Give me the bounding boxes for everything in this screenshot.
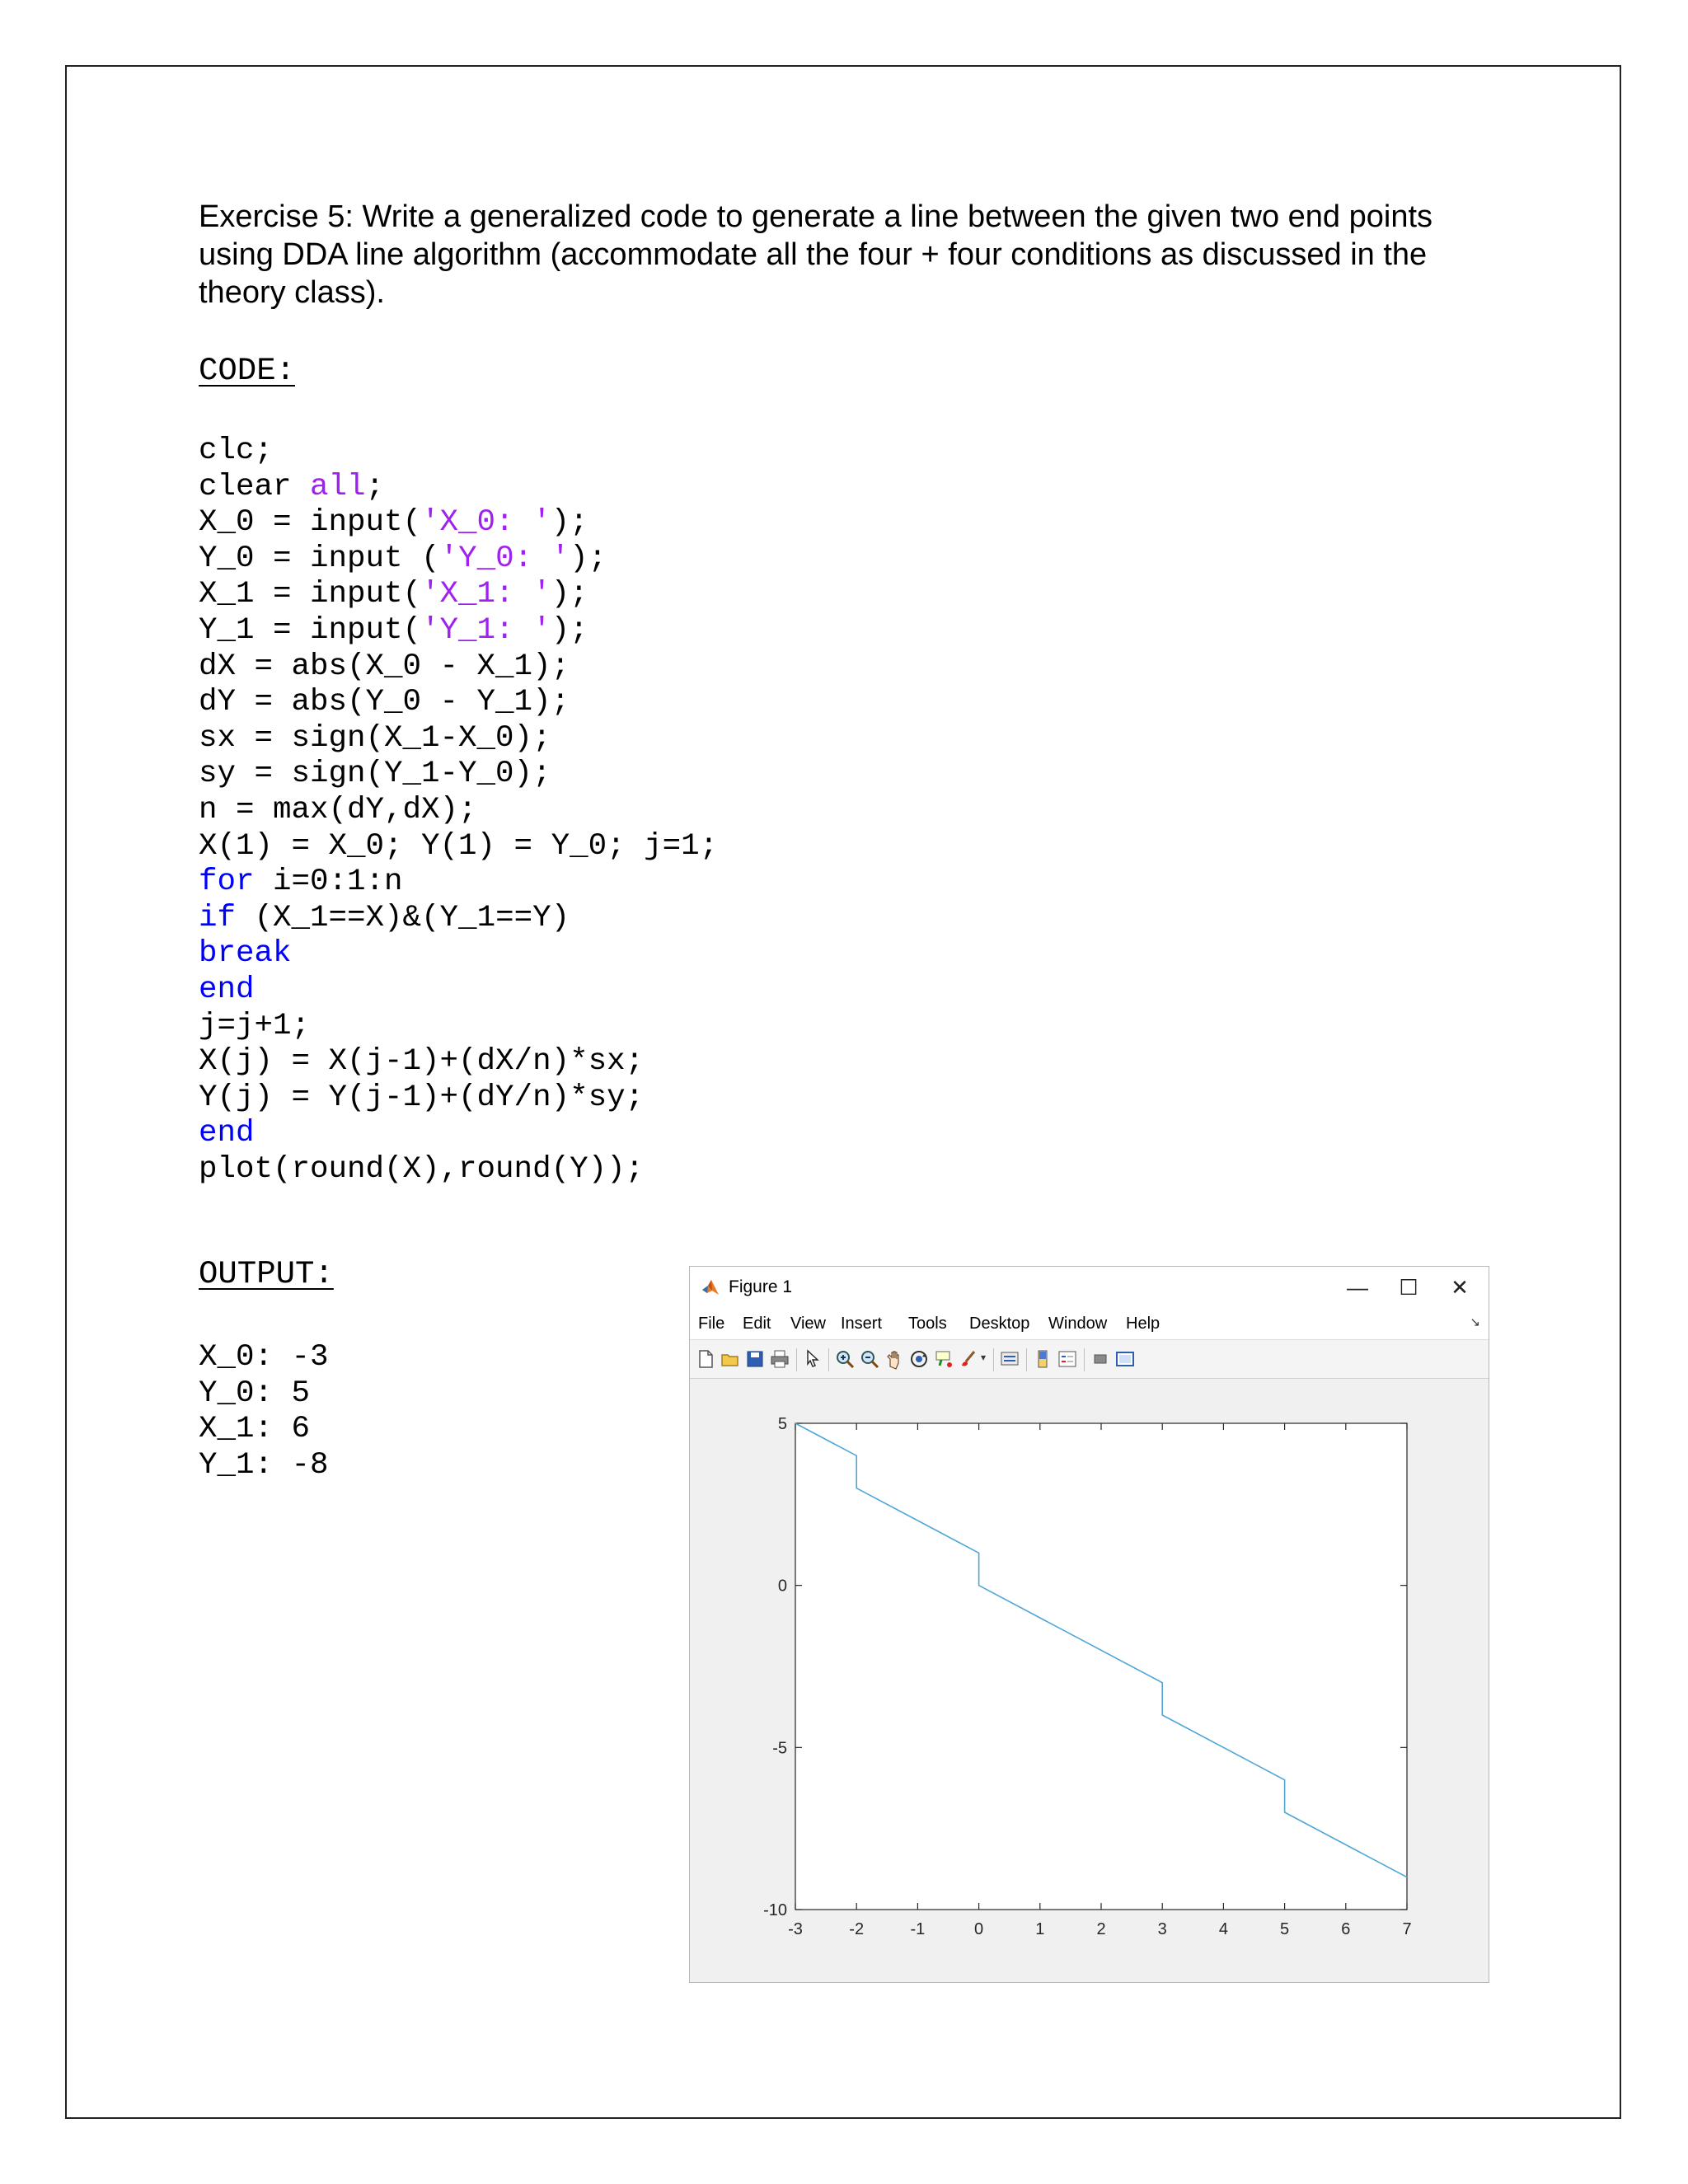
code-line xyxy=(199,685,718,721)
code-token: j=j+1; xyxy=(199,1008,311,1043)
open-file-icon[interactable] xyxy=(720,1348,741,1370)
x-tick-label: 5 xyxy=(1280,1920,1290,1938)
code-line xyxy=(199,1009,718,1045)
hide-plot-tools-icon[interactable] xyxy=(1090,1348,1111,1370)
y-tick-label: 0 xyxy=(777,1577,787,1596)
code-token: clc; xyxy=(199,434,274,468)
code-line xyxy=(199,757,718,793)
code-token: Y(j) = Y(j-1)+(dY/n)*sy; xyxy=(199,1080,645,1115)
code-line xyxy=(199,829,718,865)
code-token: Y_1 = input( xyxy=(199,612,422,648)
rotate-3d-icon[interactable] xyxy=(908,1348,930,1370)
dock-arrow-icon[interactable]: ↘ xyxy=(1470,1315,1480,1329)
menu-window[interactable]: Window xyxy=(1048,1315,1108,1333)
code-line xyxy=(199,577,718,613)
code-token: sy = sign(Y_1-Y_0); xyxy=(199,757,551,792)
y-tick-label: 5 xyxy=(777,1415,787,1433)
code-token: (X_1==X)&(Y_1==Y) xyxy=(236,900,570,935)
output-line: Y_1: -8 xyxy=(199,1447,329,1483)
code-token: break xyxy=(199,936,292,972)
output-heading: OUTPUT: xyxy=(199,1256,334,1292)
toolbar-separator xyxy=(1084,1348,1085,1371)
menu-view[interactable]: View xyxy=(790,1315,826,1333)
save-icon[interactable] xyxy=(744,1348,766,1370)
menu-desktop[interactable]: Desktop xyxy=(969,1315,1030,1333)
exercise-prompt: Exercise 5: Write a generalized code to generate a line between the given two end points using DDA line algorithm (accommodate all the four + four conditions as discussed in the theory class). xyxy=(199,199,1433,310)
code-line xyxy=(199,972,718,1009)
output-line: X_1: 6 xyxy=(199,1412,311,1447)
y-tick-label: -5 xyxy=(772,1739,787,1758)
code-line xyxy=(199,649,718,686)
toolbar-separator xyxy=(1026,1348,1027,1371)
code-token: 'Y_0: ' xyxy=(439,541,570,576)
code-line xyxy=(199,793,718,829)
code-line xyxy=(199,936,718,972)
code-token: ; xyxy=(365,469,385,504)
brush-dropdown-icon[interactable]: ▾ xyxy=(981,1352,987,1363)
code-block xyxy=(199,434,718,1188)
matlab-figure-window xyxy=(689,1266,1489,1983)
menu-help[interactable]: Help xyxy=(1126,1315,1160,1333)
code-token: ); xyxy=(551,505,588,541)
zoom-out-icon[interactable] xyxy=(859,1348,880,1370)
code-token: Y_0 = input ( xyxy=(199,541,440,576)
code-token: end xyxy=(199,1116,255,1151)
matlab-logo-icon xyxy=(701,1278,720,1296)
x-tick-label: 2 xyxy=(1096,1920,1106,1938)
code-line xyxy=(199,505,718,541)
code-token: X_0 = input( xyxy=(199,505,422,541)
colorbar-icon[interactable] xyxy=(1032,1348,1053,1370)
zoom-in-icon[interactable] xyxy=(834,1348,856,1370)
y-tick-label: -10 xyxy=(763,1901,787,1919)
figure-toolbar xyxy=(690,1340,1489,1379)
code-line xyxy=(199,901,718,937)
code-token: clear xyxy=(199,469,311,504)
code-token: X(j) = X(j-1)+(dX/n)*sx; xyxy=(199,1044,645,1080)
code-token: 'X_1: ' xyxy=(421,577,551,612)
code-line xyxy=(199,1152,718,1188)
new-figure-icon[interactable] xyxy=(695,1348,716,1370)
code-token: dY = abs(Y_0 - Y_1); xyxy=(199,685,570,720)
x-tick-label: 4 xyxy=(1218,1920,1228,1938)
menu-edit[interactable]: Edit xyxy=(743,1315,771,1333)
menu-tools[interactable]: Tools xyxy=(908,1315,947,1333)
x-tick-label: -3 xyxy=(788,1920,803,1938)
plot-area[interactable] xyxy=(690,1379,1489,1982)
code-line xyxy=(199,1080,718,1117)
code-token: X_1 = input( xyxy=(199,577,422,612)
code-token: sx = sign(X_1-X_0); xyxy=(199,720,551,756)
toolbar-separator xyxy=(796,1348,797,1371)
code-token: if xyxy=(199,900,237,935)
figure-menubar xyxy=(690,1310,1489,1340)
output-line: X_0: -3 xyxy=(199,1340,329,1375)
output-line: Y_0: 5 xyxy=(199,1376,311,1411)
toolbar-separator xyxy=(828,1348,829,1371)
code-line xyxy=(199,865,718,901)
code-line xyxy=(199,613,718,649)
code-line xyxy=(199,434,718,470)
code-line xyxy=(199,721,718,757)
code-line xyxy=(199,541,718,578)
figure-titlebar[interactable] xyxy=(690,1267,1489,1310)
x-tick-label: -2 xyxy=(849,1920,865,1938)
code-token: end xyxy=(199,972,255,1007)
close-button[interactable]: ✕ xyxy=(1451,1275,1469,1300)
pan-icon[interactable] xyxy=(884,1348,905,1370)
code-line xyxy=(199,1044,718,1080)
x-tick-label: 1 xyxy=(1035,1920,1045,1938)
menu-insert[interactable]: Insert xyxy=(841,1315,883,1333)
code-token: ); xyxy=(551,577,588,612)
show-plot-tools-icon[interactable] xyxy=(1114,1348,1136,1370)
minimize-button[interactable]: — xyxy=(1347,1275,1368,1300)
link-plot-icon[interactable] xyxy=(999,1348,1020,1370)
code-token: ); xyxy=(570,541,607,576)
output-values xyxy=(199,1340,329,1483)
toolbar-separator xyxy=(993,1348,994,1371)
code-line xyxy=(199,470,718,506)
code-token: plot(round(X),round(Y)); xyxy=(199,1151,645,1187)
brush-icon[interactable] xyxy=(958,1348,979,1370)
code-token: n = max(dY,dX); xyxy=(199,792,477,827)
print-icon[interactable] xyxy=(769,1348,790,1370)
code-token: all xyxy=(310,469,366,504)
x-tick-label: 0 xyxy=(974,1920,984,1938)
x-tick-label: 6 xyxy=(1341,1920,1351,1938)
code-token: 'Y_1: ' xyxy=(421,612,551,648)
code-heading: CODE: xyxy=(199,353,296,389)
code-token: i=0:1:n xyxy=(254,865,403,900)
code-token: ); xyxy=(551,612,588,648)
code-token: dX = abs(X_0 - X_1); xyxy=(199,649,570,684)
x-tick-label: -1 xyxy=(910,1920,926,1938)
pointer-icon[interactable] xyxy=(802,1348,823,1370)
code-line xyxy=(199,1116,718,1152)
code-token: for xyxy=(199,865,255,900)
code-token: 'X_0: ' xyxy=(421,505,551,541)
x-tick-label: 3 xyxy=(1157,1920,1167,1938)
legend-icon[interactable] xyxy=(1057,1348,1078,1370)
figure-title: Figure 1 xyxy=(729,1277,793,1296)
x-tick-label: 7 xyxy=(1402,1920,1412,1938)
code-token: X(1) = X_0; Y(1) = Y_0; j=1; xyxy=(199,828,719,864)
menu-file[interactable]: File xyxy=(698,1315,725,1333)
axes-box xyxy=(795,1423,1407,1910)
data-cursor-icon[interactable] xyxy=(933,1348,954,1370)
maximize-button[interactable]: ☐ xyxy=(1399,1275,1418,1300)
